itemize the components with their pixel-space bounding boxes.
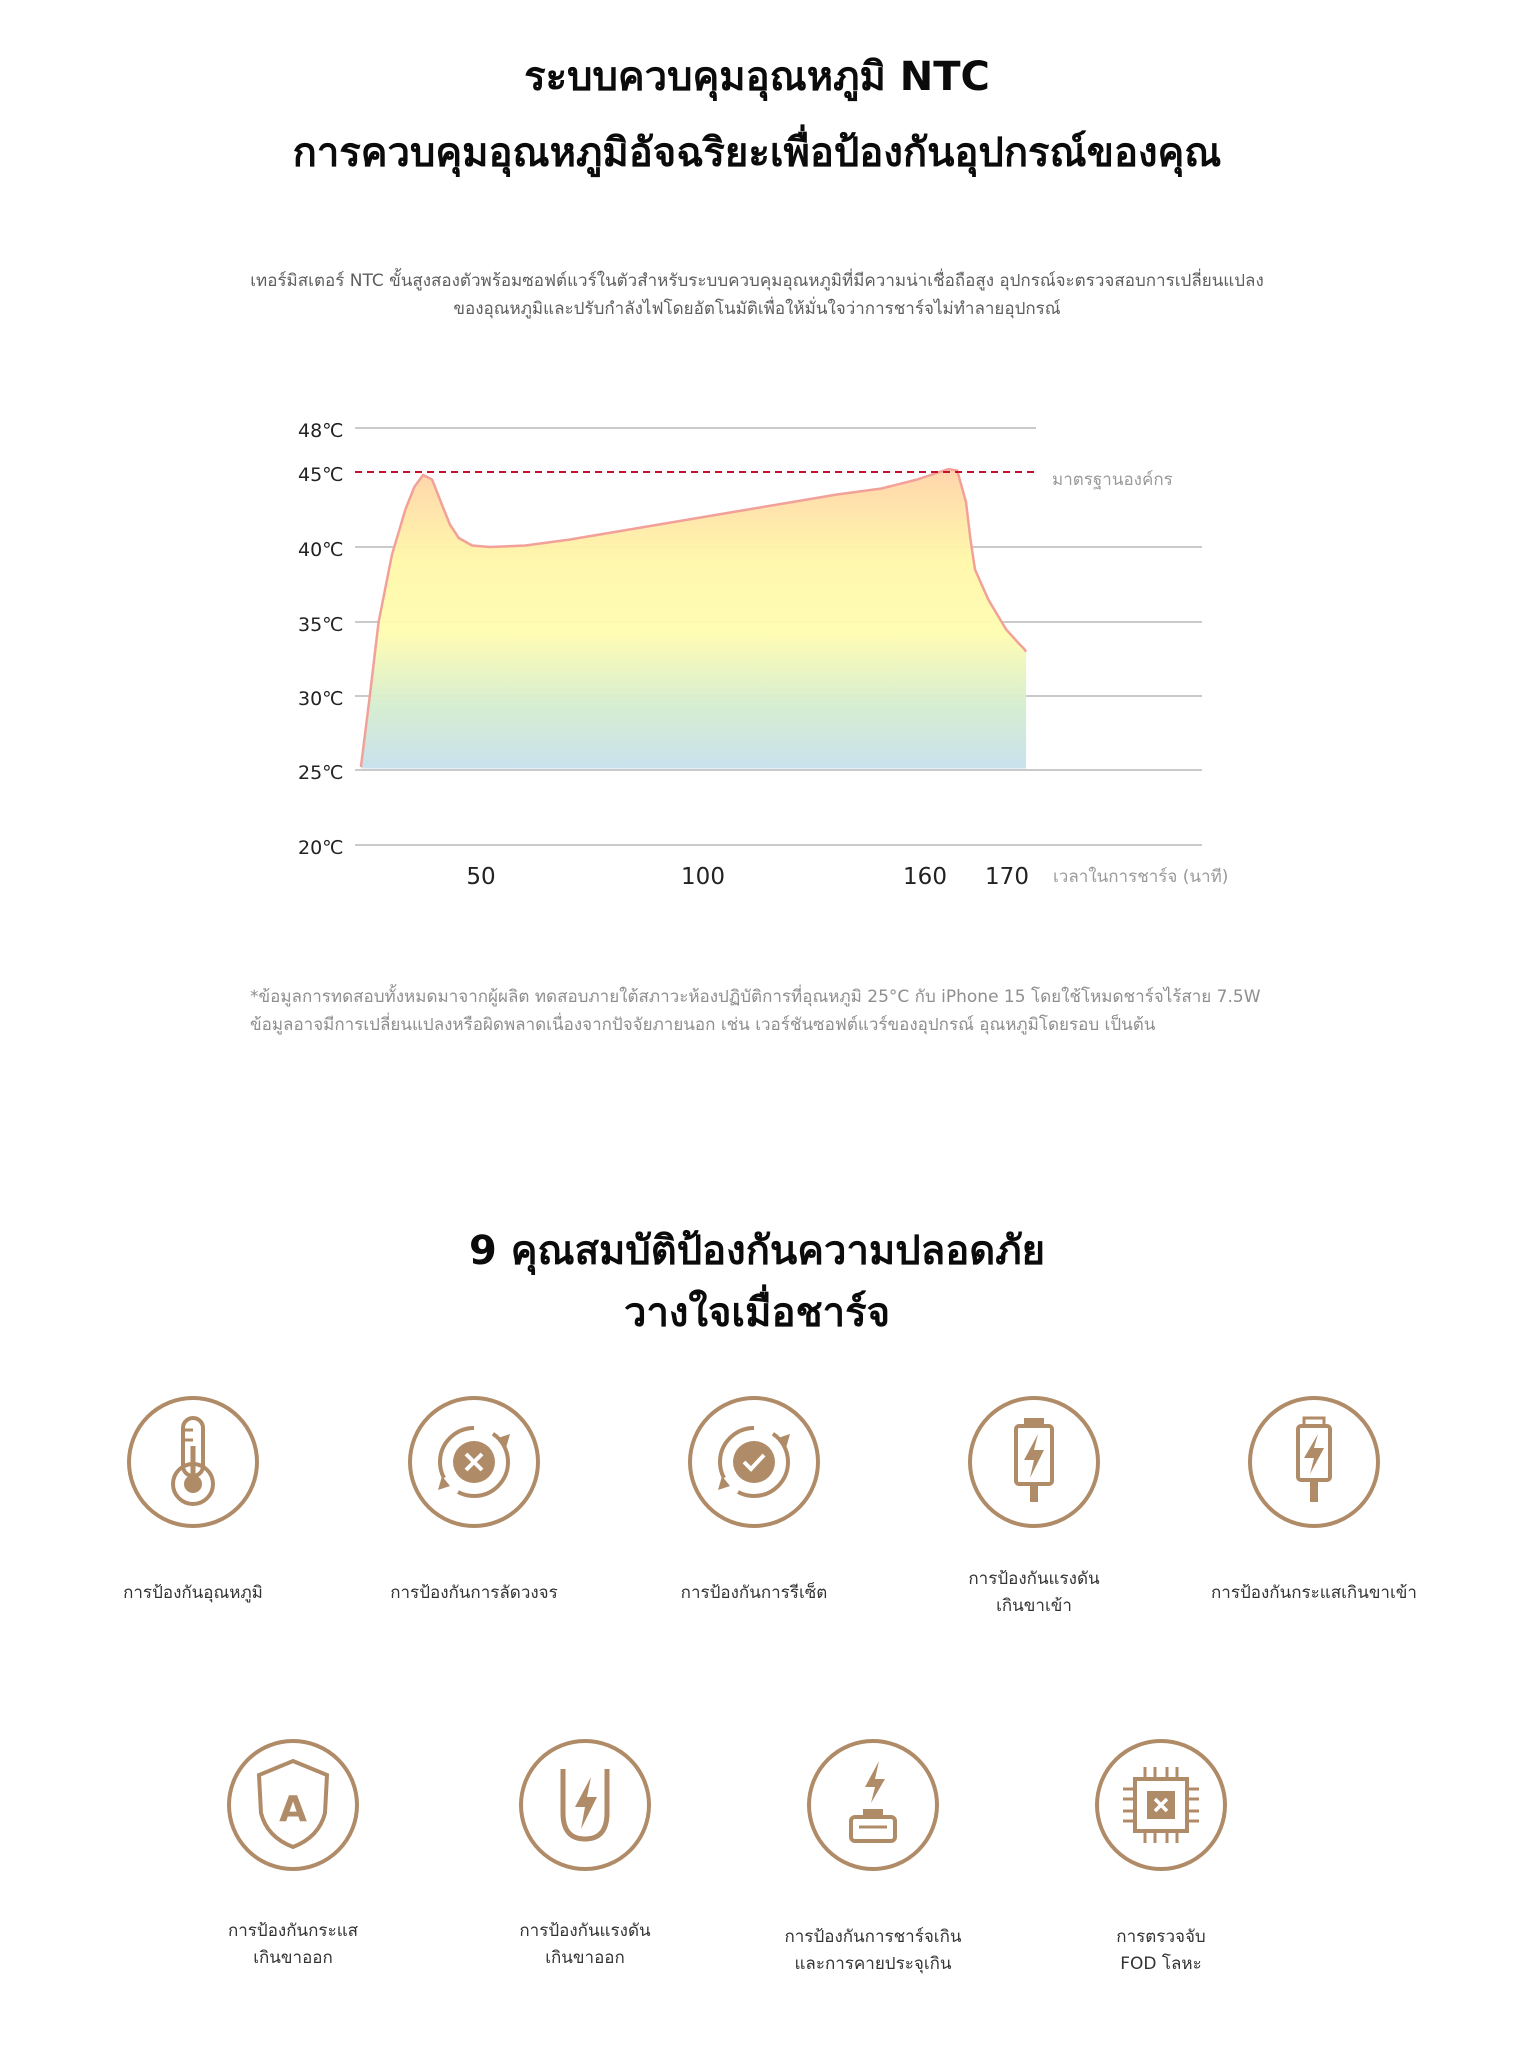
- test-footnote-line2: ข้อมูลอาจมีการเปลี่ยนแปลงหรือผิดพลาดเนื่องจากปัจจัยภายนอก เช่น เวอร์ชันซอฟต์แวร์ของอุปกรณ์ อุณหภูมิโดยรอบ เป็นต้น: [250, 1015, 1156, 1035]
- feature-label: การป้องกันการรีเซ็ต: [680, 1583, 828, 1603]
- x-axis-label: เวลาในการชาร์จ (นาที): [1053, 867, 1229, 887]
- feature-item: [143, 1739, 443, 1968]
- threshold-label: มาตรฐานองค์กร: [1052, 470, 1173, 490]
- y-tick-20: 20℃: [298, 837, 344, 859]
- svg-text:A: A: [279, 1789, 307, 1830]
- feature-label: การป้องกันแรงดัน เกินขาเข้า: [968, 1569, 1100, 1616]
- y-tick-30: 30℃: [298, 688, 344, 710]
- chip-x-icon: [1095, 1739, 1227, 1871]
- y-tick-45: 45℃: [298, 464, 344, 486]
- battery-bolt-outline-icon: [1248, 1396, 1380, 1528]
- features-title-line2: วางใจเมื่อชาร์จ: [623, 1290, 890, 1336]
- x-tick-100: 100: [681, 864, 725, 890]
- temperature-area: [361, 469, 1026, 768]
- x-tick-170: 170: [985, 864, 1029, 890]
- feature-label: การป้องกันแรงดัน เกินขาออก: [519, 1921, 651, 1968]
- y-tick-25: 25℃: [298, 762, 344, 784]
- y-tick-35: 35℃: [298, 614, 344, 636]
- feature-item: [1164, 1396, 1464, 1603]
- feature-label: การป้องกันอุณหภูมิ: [123, 1583, 263, 1603]
- ntc-description-line1: เทอร์มิสเตอร์ NTC ขั้นสูงสองตัวพร้อมซอฟต์แวร์ในตัวสำหรับระบบควบคุมอุณหภูมิที่มีความน่าเชื่อถือสูง อุปกรณ์จะตรวจสอบการเปลี่ยนแปลง: [250, 271, 1264, 291]
- thermometer-icon: [127, 1396, 259, 1528]
- y-tick-40: 40℃: [298, 539, 344, 561]
- x-tick-160: 160: [903, 864, 947, 890]
- y-tick-48: 48℃: [298, 420, 344, 442]
- feature-label: การป้องกันการลัดวงจร: [390, 1583, 558, 1603]
- short-circuit-icon: [408, 1396, 540, 1528]
- feature-label: การป้องกันกระแสเกินขาเข้า: [1211, 1583, 1417, 1603]
- feature-item: [43, 1396, 343, 1603]
- features-title-line1: 9 คุณสมบัติป้องกันความปลอดภัย: [468, 1228, 1046, 1274]
- reset-icon: [688, 1396, 820, 1528]
- feature-item: [435, 1739, 735, 1968]
- test-footnote-line1: *ข้อมูลการทดสอบทั้งหมดมาจากผู้ผลิต ทดสอบภายใต้สภาวะห้องปฏิบัติการที่อุณหภูมิ 25°C กับ iPhone 15 โดยใช้โหมดชาร์จไร้สาย 7.5W: [250, 987, 1261, 1007]
- feature-item: [604, 1396, 904, 1603]
- feature-item: [884, 1396, 1184, 1616]
- ntc-title-line2: การควบคุมอุณหภูมิอัจฉริยะเพื่อป้องกันอุปกรณ์ของคุณ: [292, 130, 1222, 176]
- feature-label: การป้องกันกระแส เกินขาออก: [227, 1921, 359, 1968]
- ntc-title-line1: ระบบควบคุมอุณหภูมิ NTC: [524, 54, 990, 100]
- charger-bolt-icon: [807, 1739, 939, 1871]
- x-tick-50: 50: [466, 864, 496, 890]
- ntc-description-line2: ของอุณหภูมิและปรับกำลังไฟโดยอัตโนมัติเพื่อให้มั่นใจว่าการชาร์จไม่ทำลายอุปกรณ์: [453, 299, 1061, 319]
- feature-item: [723, 1739, 1023, 1974]
- feature-item: [324, 1396, 624, 1603]
- u-bolt-icon: [519, 1739, 651, 1871]
- shield-a-icon: [227, 1739, 359, 1871]
- feature-item: [1011, 1739, 1311, 1974]
- feature-label: การป้องกันการชาร์จเกิน และการคายประจุเกิน: [784, 1927, 962, 1974]
- temperature-chart: [0, 380, 1514, 920]
- feature-label: การตรวจจับ FOD โลหะ: [1116, 1927, 1206, 1974]
- battery-bolt-icon: [968, 1396, 1100, 1528]
